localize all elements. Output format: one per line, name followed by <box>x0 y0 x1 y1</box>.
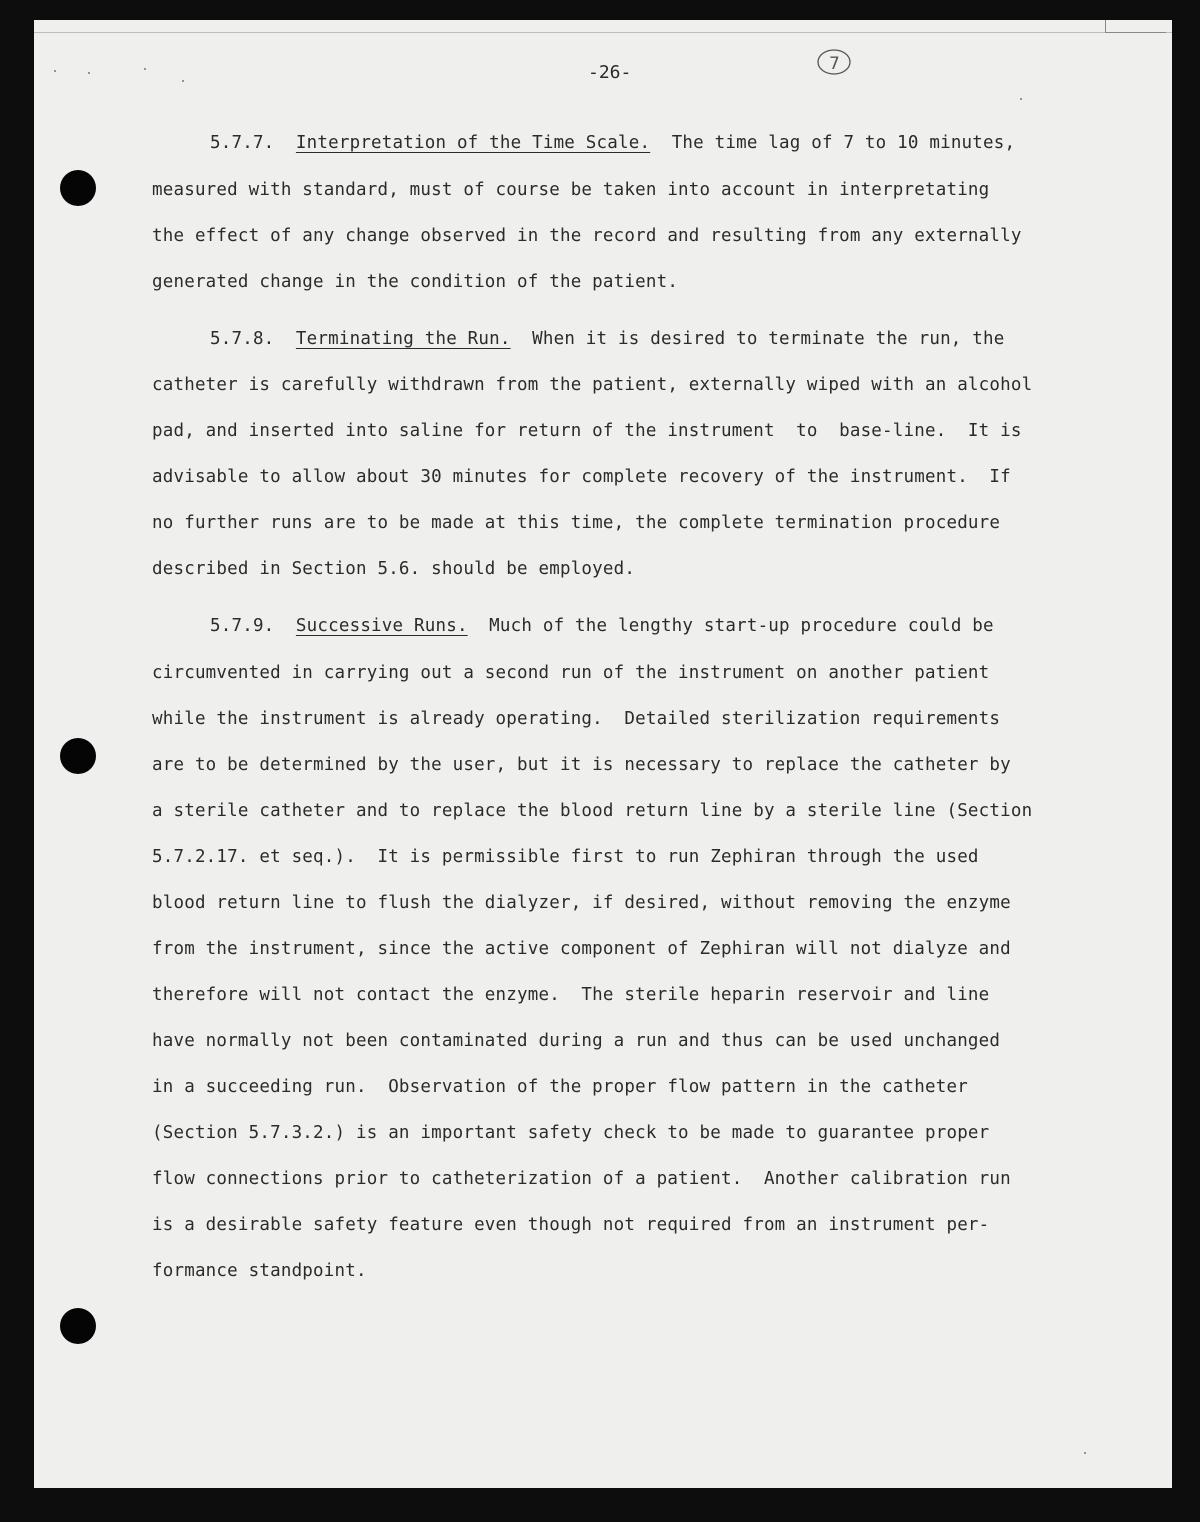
paragraph-line: (Section 5.7.3.2.) is an important safety check to be made to guarantee proper <box>152 1123 990 1143</box>
handwritten-number: 7 <box>829 54 840 74</box>
paragraph-line: is a desirable safety feature even though not required from an instrument per- <box>152 1215 990 1235</box>
scan-speck <box>182 80 184 82</box>
paragraph-first-line <box>210 133 1015 153</box>
scan-speck <box>1084 1452 1086 1454</box>
paragraph-line: the effect of any change observed in the record and resulting from any externally <box>152 226 1022 246</box>
paragraph-line: 5.7.2.17. et seq.). It is permissible first to run Zephiran through the used <box>152 847 979 867</box>
paragraph-line: catheter is carefully withdrawn from the patient, externally wiped with an alcohol <box>152 375 1033 395</box>
scan-speck <box>144 68 146 70</box>
section-number: 5.7.8. <box>210 329 275 349</box>
paragraph-line: advisable to allow about 30 minutes for complete recovery of the instrument. If <box>152 467 1011 487</box>
paragraph-line: have normally not been contaminated during a run and thus can be used unchanged <box>152 1031 1001 1051</box>
paragraph-line: measured with standard, must of course be taken into account in interpretating <box>152 180 990 200</box>
scan-speck <box>88 72 90 74</box>
paragraph-line: formance standpoint. <box>152 1261 367 1281</box>
section-heading: Successive Runs. <box>295 616 468 636</box>
paragraph-line: a sterile catheter and to replace the blood return line by a sterile line (Section <box>152 801 1033 821</box>
paragraph-line: The time lag of 7 to 10 minutes, <box>671 133 1016 153</box>
section-number: 5.7.7. <box>210 133 275 153</box>
document-page <box>34 20 1172 1488</box>
scan-speck <box>1020 98 1022 100</box>
punch-hole <box>60 170 96 206</box>
paragraph-line: in a succeeding run. Observation of the proper flow pattern in the catheter <box>152 1077 968 1097</box>
punch-hole <box>60 1308 96 1344</box>
scan-speck <box>54 70 56 72</box>
paragraph-first-line <box>210 616 994 636</box>
top-rule <box>34 32 1172 33</box>
corner-mark <box>1105 20 1166 33</box>
paragraph-line: Much of the lengthy start-up procedure could be <box>489 616 994 636</box>
paragraph-line: pad, and inserted into saline for return of the instrument to base-line. It is <box>152 421 1022 441</box>
paragraph-line: while the instrument is already operating. Detailed sterilization requirements <box>152 709 1001 729</box>
section-number: 5.7.9. <box>210 616 275 636</box>
section-heading: Interpretation of the Time Scale. <box>295 133 651 153</box>
paragraph-line: from the instrument, since the active component of Zephiran will not dialyze and <box>152 939 1011 959</box>
paragraph-line: described in Section 5.6. should be employed. <box>152 559 636 579</box>
paragraph-line: are to be determined by the user, but it is necessary to replace the catheter by <box>152 755 1011 775</box>
paragraph-line: no further runs are to be made at this time, the complete termination procedure <box>152 513 1001 533</box>
paragraph-line: When it is desired to terminate the run, the <box>532 329 1005 349</box>
paragraph-line: generated change in the condition of the patient. <box>152 272 679 292</box>
paragraph-line: blood return line to flush the dialyzer, if desired, without removing the enzyme <box>152 893 1011 913</box>
page-number: -26- <box>588 62 632 83</box>
paragraph-line: circumvented in carrying out a second run of the instrument on another patient <box>152 663 990 683</box>
paragraph-first-line <box>210 329 1005 349</box>
handwritten-circled-mark <box>814 46 854 78</box>
paragraph-line: therefore will not contact the enzyme. The sterile heparin reservoir and line <box>152 985 990 1005</box>
section-heading: Terminating the Run. <box>295 329 511 349</box>
paragraph-line: flow connections prior to catheterization of a patient. Another calibration run <box>152 1169 1011 1189</box>
punch-hole <box>60 738 96 774</box>
